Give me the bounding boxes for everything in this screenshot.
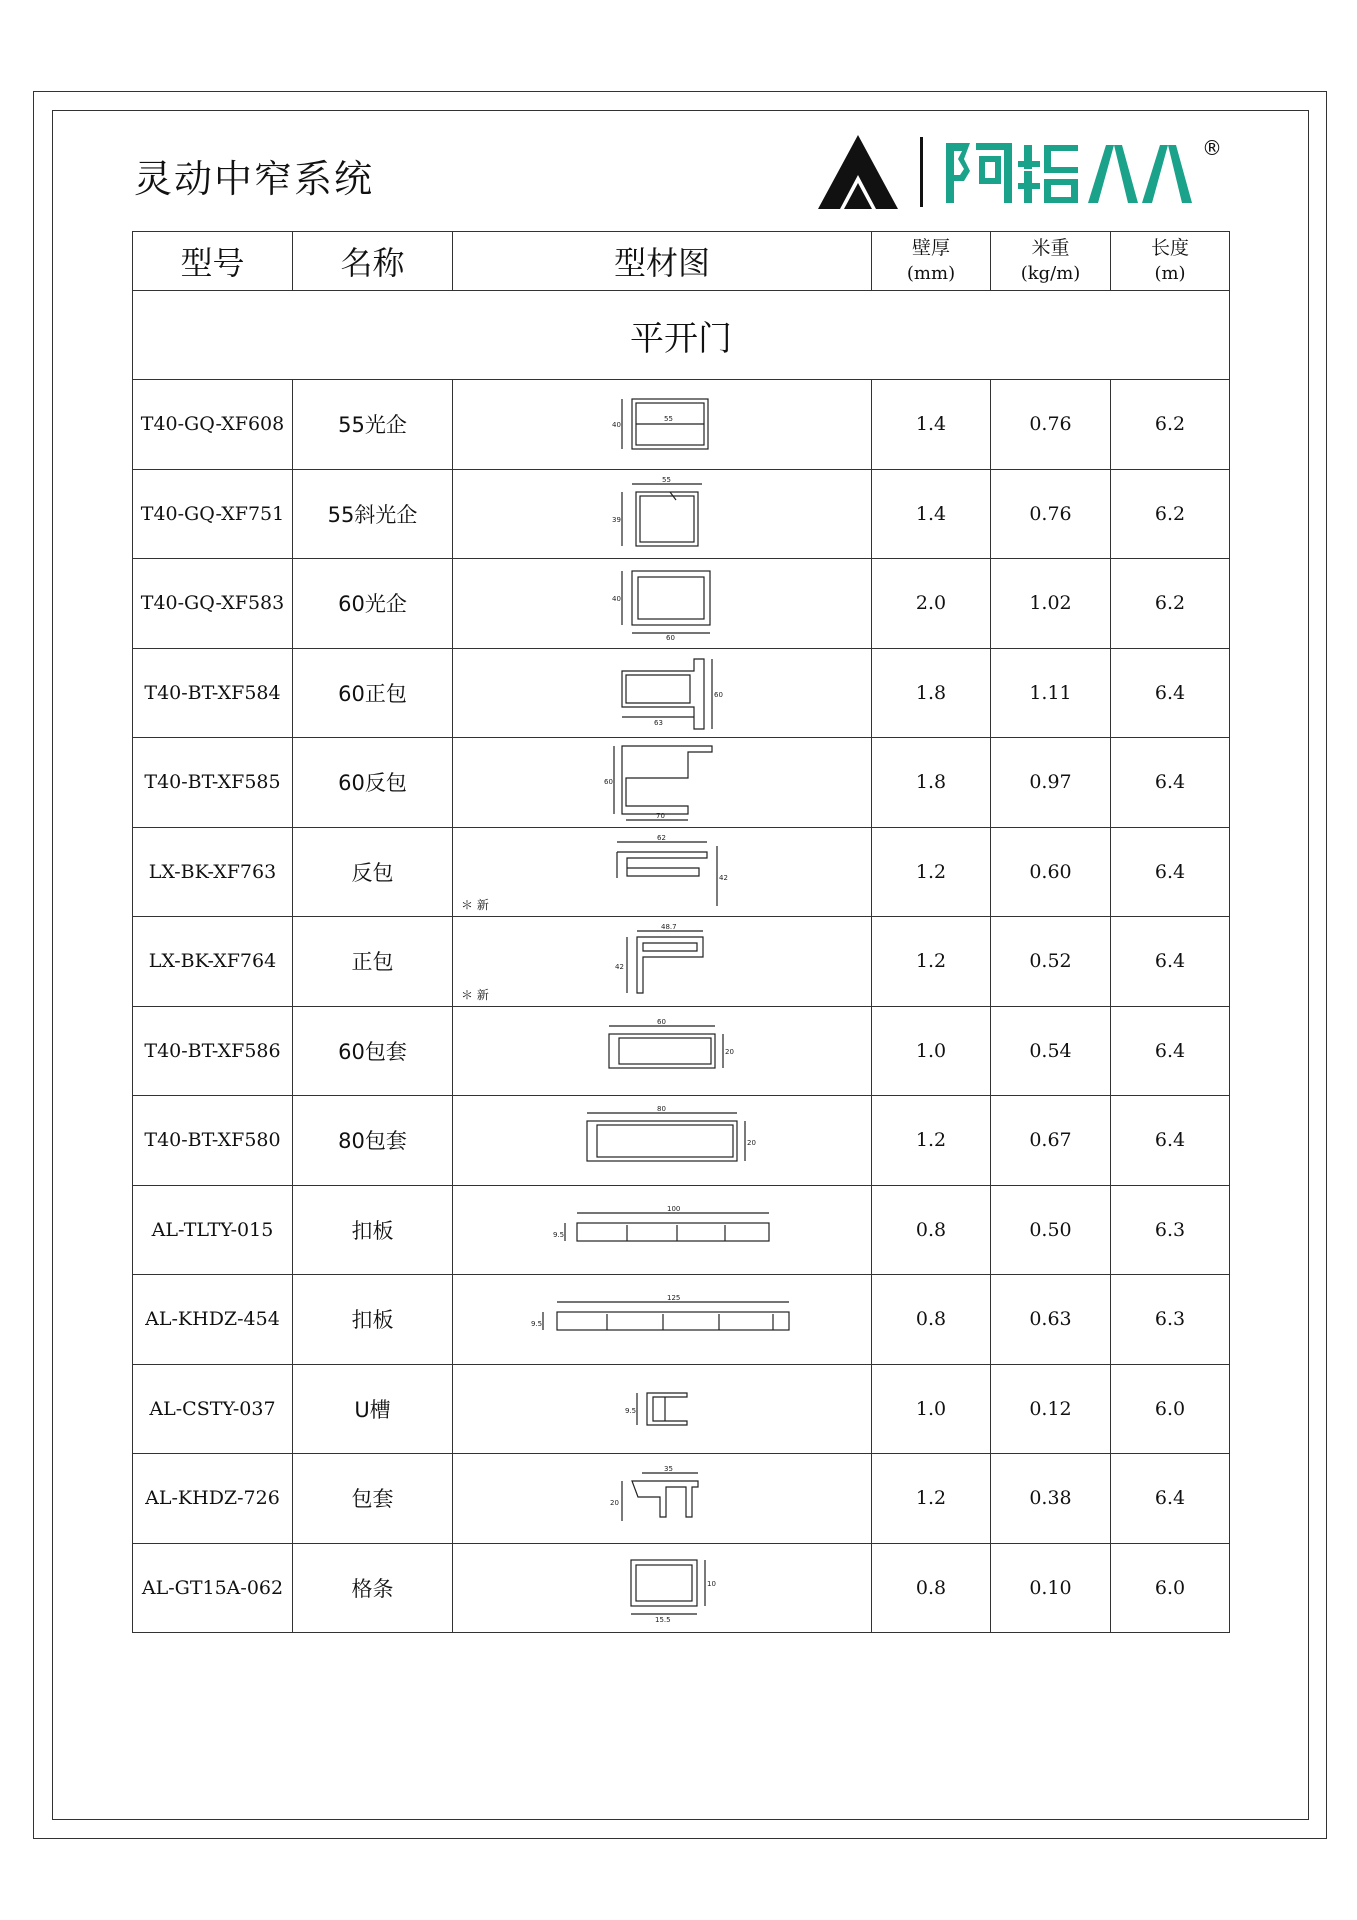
- table-row: [133, 738, 1230, 828]
- cell-length: 6.3: [1111, 1275, 1230, 1365]
- header-length: [1111, 232, 1230, 291]
- cell-name: 扣板: [293, 1275, 453, 1365]
- svg-text:60: 60: [666, 634, 675, 643]
- cell-name: 80包套: [293, 1096, 453, 1186]
- cell-weight: 0.97: [991, 738, 1111, 828]
- profile-drawing: [587, 1016, 737, 1086]
- cell-model: LX-BK-XF763: [133, 827, 293, 917]
- svg-text:62: 62: [657, 833, 666, 842]
- cell-length: 6.4: [1111, 917, 1230, 1007]
- cell-weight: 0.50: [991, 1185, 1111, 1275]
- svg-text:70: 70: [656, 812, 665, 821]
- cell-length: 6.2: [1111, 380, 1230, 470]
- cell-thickness: 1.8: [872, 648, 991, 738]
- table-row: [133, 1185, 1230, 1275]
- cell-model: AL-TLTY-015: [133, 1185, 293, 1275]
- new-note: ＊ 新: [461, 898, 489, 912]
- cell-drawing: [453, 917, 872, 1007]
- cell-name: 格条: [293, 1543, 453, 1633]
- cell-model: T40-BT-XF580: [133, 1096, 293, 1186]
- svg-text:10: 10: [707, 1579, 716, 1588]
- svg-text:40: 40: [612, 421, 621, 430]
- cell-length: 6.4: [1111, 648, 1230, 738]
- cell-model: T40-GQ-XF751: [133, 469, 293, 559]
- cell-length: 6.0: [1111, 1543, 1230, 1633]
- brand-logo: [818, 131, 1230, 211]
- new-note: ＊ 新: [461, 987, 489, 1002]
- cell-drawing: [453, 648, 872, 738]
- cell-drawing: [453, 1364, 872, 1454]
- cell-length: 6.4: [1111, 827, 1230, 917]
- cell-thickness: 1.0: [872, 1364, 991, 1454]
- profile-drawing: [597, 832, 727, 912]
- cell-thickness: 1.2: [872, 917, 991, 1007]
- cell-drawing: [453, 1454, 872, 1544]
- cell-weight: 0.38: [991, 1454, 1111, 1544]
- cell-model: T40-BT-XF585: [133, 738, 293, 828]
- header-length-unit: (m): [1154, 263, 1186, 284]
- profile-drawing: [602, 389, 722, 459]
- svg-text:9.5: 9.5: [553, 1230, 565, 1239]
- header-weight: [991, 232, 1111, 291]
- cell-length: 6.4: [1111, 1096, 1230, 1186]
- cell-name: 55斜光企: [293, 469, 453, 559]
- header-length-label: 长度: [1150, 237, 1189, 259]
- cell-model: AL-KHDZ-454: [133, 1275, 293, 1365]
- cell-name: 反包: [293, 827, 453, 917]
- section-row: [133, 291, 1230, 380]
- cell-model: T40-GQ-XF583: [133, 559, 293, 649]
- cell-model: AL-KHDZ-726: [133, 1454, 293, 1544]
- svg-text:42: 42: [615, 963, 624, 972]
- cell-weight: 0.54: [991, 1006, 1111, 1096]
- table-row: [133, 380, 1230, 470]
- svg-text:20: 20: [747, 1139, 756, 1148]
- profile-drawing: [602, 1463, 722, 1533]
- header-thickness-label: 壁厚: [911, 237, 950, 259]
- cell-model: T40-BT-XF584: [133, 648, 293, 738]
- cell-thickness: 1.2: [872, 1096, 991, 1186]
- cell-weight: 1.11: [991, 648, 1111, 738]
- cell-length: 6.4: [1111, 1006, 1230, 1096]
- cell-length: 6.4: [1111, 1454, 1230, 1544]
- cell-length: 6.3: [1111, 1185, 1230, 1275]
- section-title: 平开门: [133, 291, 1230, 380]
- svg-text:125: 125: [667, 1294, 681, 1303]
- svg-text:80: 80: [657, 1105, 666, 1114]
- svg-text:39: 39: [612, 515, 621, 524]
- cell-name: 60光企: [293, 559, 453, 649]
- cell-weight: 0.76: [991, 380, 1111, 470]
- cell-drawing: [453, 1543, 872, 1633]
- cell-drawing: [453, 738, 872, 828]
- cell-name: 正包: [293, 917, 453, 1007]
- cell-drawing: [453, 1096, 872, 1186]
- cell-name: U槽: [293, 1364, 453, 1454]
- cell-name: 包套: [293, 1454, 453, 1544]
- cell-model: LX-BK-XF764: [133, 917, 293, 1007]
- svg-text:63: 63: [654, 718, 663, 727]
- cell-drawing: [453, 1185, 872, 1275]
- profile-drawing: [602, 565, 722, 641]
- svg-text:40: 40: [612, 595, 621, 604]
- cell-name: 60反包: [293, 738, 453, 828]
- cell-weight: 0.10: [991, 1543, 1111, 1633]
- cell-weight: 0.67: [991, 1096, 1111, 1186]
- cell-drawing: [453, 380, 872, 470]
- table-row: [133, 917, 1230, 1007]
- cell-length: 6.2: [1111, 469, 1230, 559]
- cell-name: 60正包: [293, 648, 453, 738]
- table-row: [133, 1006, 1230, 1096]
- cell-thickness: 1.4: [872, 469, 991, 559]
- svg-text:15.5: 15.5: [655, 1615, 671, 1624]
- cell-length: 6.4: [1111, 738, 1230, 828]
- cell-model: T40-BT-XF586: [133, 1006, 293, 1096]
- svg-text:48.7: 48.7: [661, 923, 677, 932]
- table-row: [133, 1275, 1230, 1365]
- table-row: [133, 1543, 1230, 1633]
- cell-model: T40-GQ-XF608: [133, 380, 293, 470]
- svg-text:20: 20: [610, 1499, 619, 1508]
- header-thickness: [872, 232, 991, 291]
- profile-drawing: [602, 651, 722, 735]
- header-name: 名称: [293, 232, 453, 291]
- table-row: [133, 648, 1230, 738]
- header-thickness-unit: (mm): [906, 263, 956, 284]
- cell-thickness: 0.8: [872, 1185, 991, 1275]
- profile-drawing: [567, 1105, 757, 1175]
- profile-drawing: [607, 921, 717, 1001]
- svg-text:9.5: 9.5: [625, 1406, 637, 1415]
- svg-text:60: 60: [604, 778, 613, 787]
- profile-drawing: [527, 1294, 797, 1344]
- svg-text:20: 20: [725, 1047, 734, 1056]
- cell-weight: 0.52: [991, 917, 1111, 1007]
- svg-text:60: 60: [657, 1017, 666, 1026]
- cell-name: 扣板: [293, 1185, 453, 1275]
- table-row: [133, 1096, 1230, 1186]
- profile-drawing: [547, 1205, 777, 1255]
- profile-drawing: [617, 1379, 707, 1439]
- svg-text:55: 55: [664, 415, 673, 424]
- header-weight-unit: (kg/m): [1020, 263, 1081, 284]
- cell-thickness: 1.2: [872, 1454, 991, 1544]
- cell-drawing: [453, 559, 872, 649]
- cell-drawing: [453, 469, 872, 559]
- cell-name: 55光企: [293, 380, 453, 470]
- cell-length: 6.2: [1111, 559, 1230, 649]
- table-header: [133, 232, 1230, 291]
- header-model: 型号: [133, 232, 293, 291]
- cell-weight: 0.76: [991, 469, 1111, 559]
- profile-drawing: [602, 740, 722, 824]
- table-row: [133, 1364, 1230, 1454]
- profile-drawing: [602, 476, 722, 552]
- cell-thickness: 0.8: [872, 1275, 991, 1365]
- svg-text:42: 42: [719, 873, 728, 882]
- cell-drawing: [453, 1275, 872, 1365]
- header-weight-label: 米重: [1031, 237, 1070, 259]
- cell-thickness: 1.2: [872, 827, 991, 917]
- cell-weight: 0.63: [991, 1275, 1111, 1365]
- table-row: [133, 1454, 1230, 1544]
- svg-text:55: 55: [662, 475, 671, 484]
- svg-text:100: 100: [667, 1204, 681, 1213]
- cell-drawing: [453, 827, 872, 917]
- svg-text:®: ®: [1202, 136, 1222, 160]
- table-row: [133, 559, 1230, 649]
- profile-drawing: [607, 1550, 717, 1626]
- cell-weight: 1.02: [991, 559, 1111, 649]
- profile-spec-table: [132, 231, 1230, 1633]
- table-row: [133, 827, 1230, 917]
- page-title: 灵动中窄系统: [134, 157, 375, 201]
- table-row: [133, 469, 1230, 559]
- cell-weight: 0.12: [991, 1364, 1111, 1454]
- cell-name: 60包套: [293, 1006, 453, 1096]
- cell-thickness: 2.0: [872, 559, 991, 649]
- cell-thickness: 0.8: [872, 1543, 991, 1633]
- cell-model: AL-CSTY-037: [133, 1364, 293, 1454]
- svg-text:35: 35: [664, 1465, 673, 1474]
- svg-text:60: 60: [714, 690, 723, 699]
- header-drawing: 型材图: [453, 232, 872, 291]
- cell-length: 6.0: [1111, 1364, 1230, 1454]
- svg-text:9.5: 9.5: [531, 1320, 543, 1329]
- cell-thickness: 1.0: [872, 1006, 991, 1096]
- cell-weight: 0.60: [991, 827, 1111, 917]
- cell-thickness: 1.4: [872, 380, 991, 470]
- cell-thickness: 1.8: [872, 738, 991, 828]
- cell-drawing: [453, 1006, 872, 1096]
- cell-model: AL-GT15A-062: [133, 1543, 293, 1633]
